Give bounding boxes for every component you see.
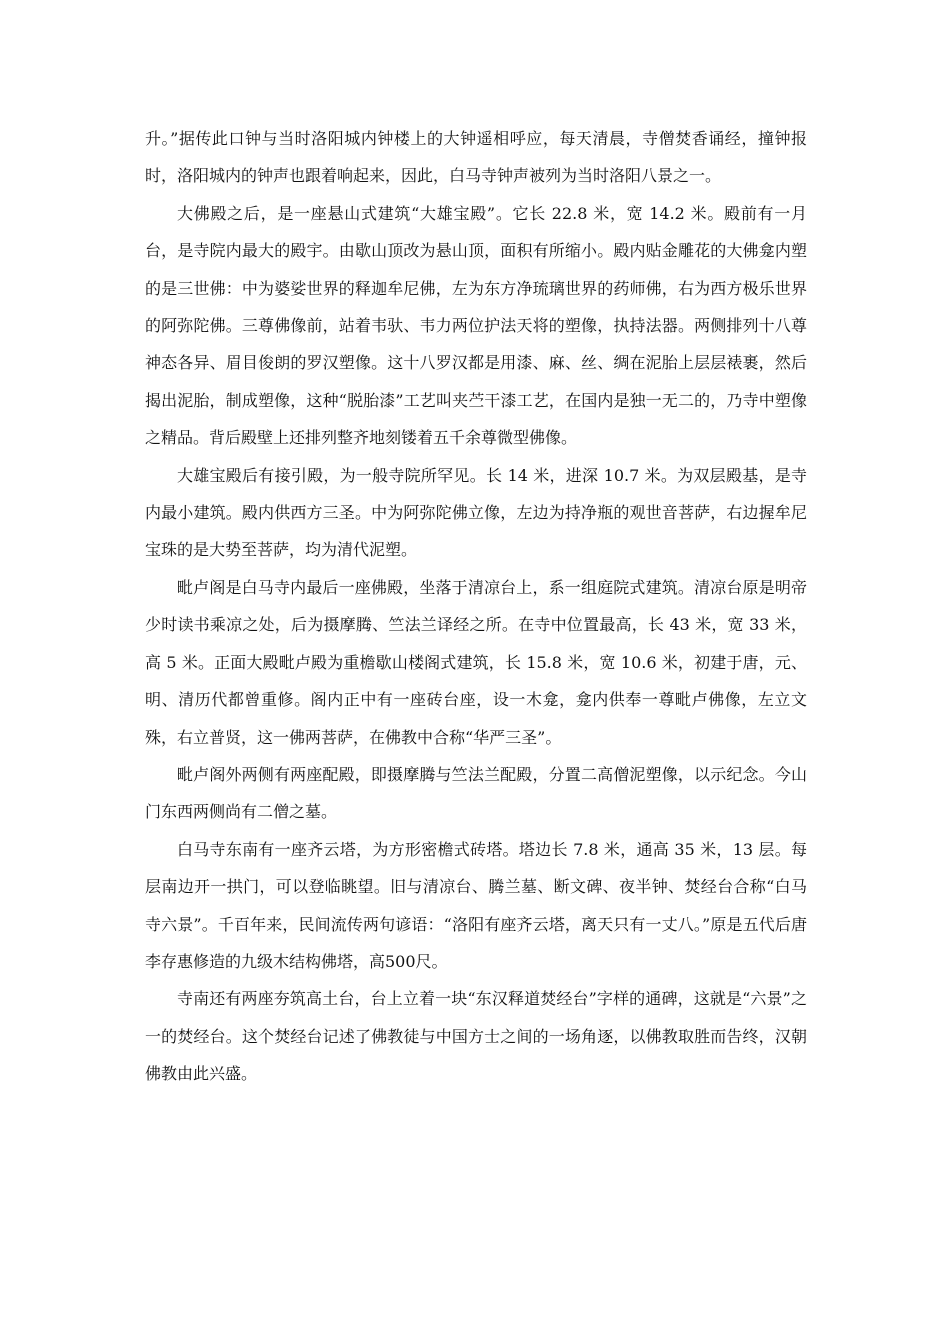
paragraph-qiyun-pagoda: 白马寺东南有一座齐云塔，为方形密檐式砖塔。塔边长 7.8 米，通高 35 米，13 层。每层南边开一拱门，可以登临眺望。旧与清凉台、腾兰墓、断文碑、夜半钟、焚经台合称“白马寺六景”。千百年来，民间流传两句谚语：“洛阳有座齐云塔，离天只有一丈八。”原是五代后唐李存惠修造的九级木结构佛塔，高500尺。 <box>145 839 807 971</box>
paragraph-side-halls: 毗卢阁外两侧有两座配殿，即摄摩腾与竺法兰配殿，分置二高僧泥塑像，以示纪念。今山门东西两侧尚有二僧之墓。 <box>145 764 807 822</box>
paragraph-bell-tower: 升。”据传此口钟与当时洛阳城内钟楼上的大钟遥相呼应，每天清晨，寺僧焚香诵经，撞钟报时，洛阳城内的钟声也跟着响起来，因此，白马寺钟声被列为当时洛阳八景之一。 <box>145 129 807 186</box>
document-body <box>145 120 807 1093</box>
paragraph-great-hall: 大佛殿之后，是一座悬山式建筑“大雄宝殿”。它长 22.8 米，宽 14.2 米。殿前有一月台，是寺院内最大的殿宇。由歇山顶改为悬山顶，面积有所缩小。殿内贴金雕花的大佛龛内塑的是三世佛：中为婆娑世界的释迦牟尼佛，左为东方净琉璃世界的药师佛，右为西方极乐世界的阿弥陀佛。三尊佛像前，站着韦驮、韦力两位护法天将的塑像，执持法器。两侧排列十八尊神态各异、眉目俊朗的罗汉塑像。这十八罗汉都是用漆、麻、丝、绸在泥胎上层层裱裹，然后揭出泥胎，制成塑像，这种“脱胎漆”工艺叫夹苎干漆工艺，在国内是独一无二的，乃寺中塑像之精品。背后殿壁上还排列整齐地刻镂着五千余尊微型佛像。 <box>145 203 807 448</box>
paragraph-reception-hall: 大雄宝殿后有接引殿，为一般寺院所罕见。长 14 米，进深 10.7 米。为双层殿基，是寺内最小建筑。殿内供西方三圣。中为阿弥陀佛立像，左边为持净瓶的观世音菩萨，右边握牟尼宝珠的是大势至菩萨，均为清代泥塑。 <box>145 465 807 560</box>
paragraph-sutra-burning-terrace: 寺南还有两座夯筑高土台，台上立着一块“东汉释道焚经台”字样的通碑，这就是“六景”之一的焚经台。这个焚经台记述了佛教徒与中国方士之间的一场角逐，以佛教取胜而告终，汉朝佛教由此兴盛。 <box>145 989 807 1084</box>
paragraph-vairocana-pavilion: 毗卢阁是白马寺内最后一座佛殿，坐落于清凉台上，系一组庭院式建筑。清凉台原是明帝少时读书乘凉之处，后为摄摩腾、竺法兰译经之所。在寺中位置最高，长 43 米，宽 33 米，高 5 米。正面大殿毗卢殿为重檐歇山楼阁式建筑，长 15.8 米，宽 10.6 米，初建于唐，元、明、清历代都曾重修。阁内正中有一座砖台座，设一木龛，龛内供奉一尊毗卢佛像，左立文殊，右立普贤，这一佛两菩萨，在佛教中合称“华严三圣”。 <box>145 577 807 747</box>
